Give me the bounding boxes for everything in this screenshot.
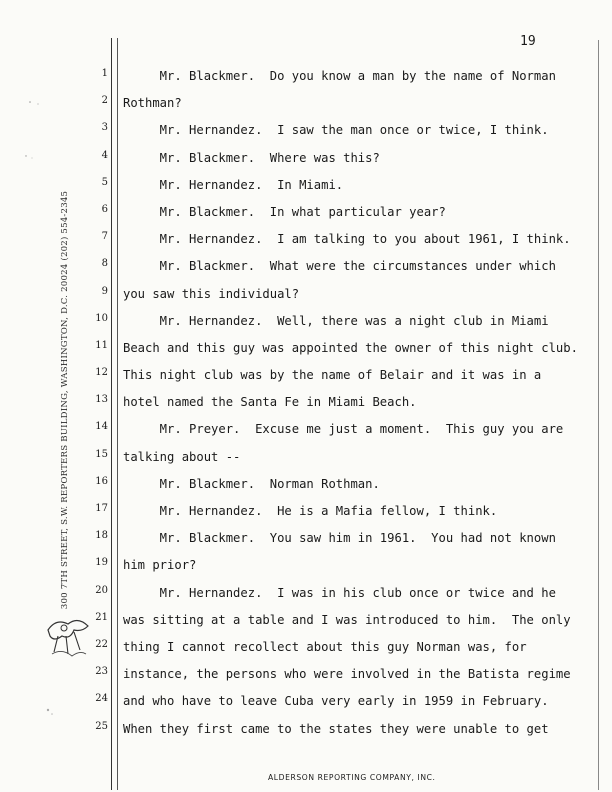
- transcript-line: you saw this individual?: [123, 286, 300, 301]
- transcript-line: Mr. Hernandez. He is a Mafia fellow, I think.: [123, 504, 498, 518]
- scan-specks: [18, 80, 78, 730]
- transcript-line: Mr. Hernandez. Well, there was a night club in Miami: [123, 313, 549, 328]
- line-number: 22: [95, 638, 108, 650]
- line-number: 17: [95, 503, 108, 514]
- line-number: 13: [95, 394, 108, 406]
- line-number: 5: [101, 176, 108, 188]
- transcript-line: Mr. Hernandez. In Miami.: [123, 177, 344, 192]
- transcript-line: Beach and this guy was appointed the owner of this night club.: [123, 340, 578, 355]
- transcript-line: Mr. Blackmer. You saw him in 1961. You had not known: [123, 531, 556, 546]
- line-number: 4: [101, 149, 108, 161]
- right-margin-rule: [598, 40, 599, 790]
- transcript-line: instance, the persons who were involved in the Batista regime: [123, 667, 571, 682]
- line-number: 7: [101, 231, 108, 243]
- line-number: 10: [95, 312, 108, 324]
- transcript-line: Mr. Hernandez. I am talking to you about 1961, I think.: [123, 232, 571, 247]
- transcript-line: Mr. Blackmer. Where was this?: [123, 150, 380, 165]
- line-number: 24: [95, 693, 108, 705]
- transcript-line: Mr. Blackmer. Do you know a man by the name of Norman: [123, 69, 556, 83]
- footer-company: ALDERSON REPORTING COMPANY, INC.: [268, 773, 436, 782]
- transcript-line: thing I cannot recollect about this guy Norman was, for: [123, 639, 527, 654]
- transcript-body: [123, 68, 595, 748]
- transcript-line: him prior?: [123, 558, 197, 573]
- transcript-line: Mr. Hernandez. I saw the man once or twice, I think.: [123, 123, 549, 138]
- transcript-line: Mr. Blackmer. In what particular year?: [123, 204, 446, 219]
- line-number: 11: [95, 339, 108, 351]
- line-number: 12: [95, 367, 108, 379]
- transcript-line: Mr. Hernandez. I was in his club once or twice and he: [123, 585, 556, 600]
- line-number: 23: [95, 666, 108, 678]
- line-number: 6: [101, 203, 108, 215]
- line-number: 3: [101, 122, 108, 134]
- line-number: 21: [95, 611, 108, 623]
- line-number: 25: [95, 720, 108, 732]
- line-number: 14: [95, 421, 108, 433]
- line-number: 9: [101, 285, 108, 297]
- transcript-line: This night club was by the name of Belair and it was in a: [123, 368, 542, 383]
- transcript-line: Mr. Blackmer. Norman Rothman.: [123, 476, 380, 491]
- line-number: 1: [101, 68, 108, 79]
- reporter-side-stamp: 300 7TH STREET, S.W. REPORTERS BUILDING, WASHINGTON, D.C. 20024 (202) 554-2345: [60, 190, 70, 610]
- transcript-line: and who have to leave Cuba very early in 1959 in February.: [123, 694, 549, 709]
- transcript-line: talking about --: [123, 449, 241, 464]
- left-margin-rule: [111, 38, 118, 790]
- line-number: 8: [101, 258, 108, 270]
- transcript-line: Mr. Preyer. Excuse me just a moment. This guy you are: [123, 422, 564, 437]
- transcript-line: was sitting at a table and I was introduced to him. The only: [123, 612, 571, 627]
- transcript-line: Rothman?: [123, 96, 182, 111]
- page-number: 19: [520, 34, 536, 49]
- line-number: 15: [95, 448, 108, 460]
- line-number: 16: [95, 475, 108, 487]
- transcript-line: hotel named the Santa Fe in Miami Beach.: [123, 395, 417, 410]
- transcript-line: Mr. Blackmer. What were the circumstances under which: [123, 259, 556, 274]
- line-number: 2: [101, 95, 108, 107]
- transcript-line: When they first came to the states they were unable to get: [123, 721, 549, 736]
- line-number: 18: [95, 530, 108, 542]
- line-number: 19: [95, 557, 108, 569]
- line-number: 20: [95, 584, 108, 596]
